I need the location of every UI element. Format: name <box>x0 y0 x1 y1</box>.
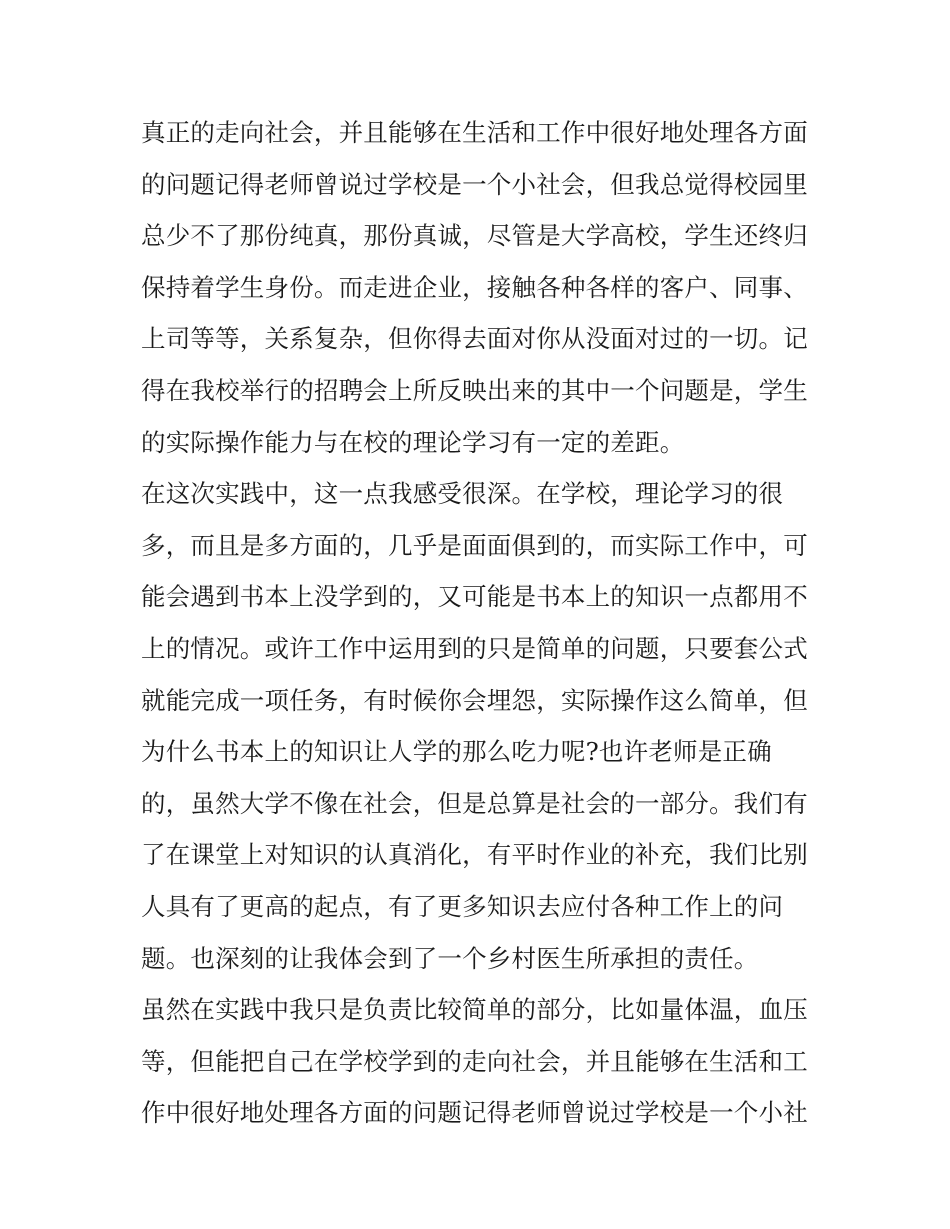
body-text <box>141 107 821 1139</box>
text-line: 等，但能把自己在学校学到的走向社会，并且能够在生活和工 <box>141 1046 808 1076</box>
text-line: 多，而且是多方面的，几乎是面面俱到的，而实际工作中，可 <box>141 530 808 560</box>
text-line: 作中很好地处理各方面的问题记得老师曾说过学校是一个小社 <box>141 1098 808 1128</box>
text-line: 的问题记得老师曾说过学校是一个小社会，但我总觉得校园里 <box>141 169 808 199</box>
text-line: 的实际操作能力与在校的理论学习有一定的差距。 <box>141 427 685 457</box>
text-line: 上司等等，关系复杂，但你得去面对你从没面对过的一切。记 <box>141 324 808 354</box>
text-line: 题。也深刻的让我体会到了一个乡村医生所承担的责任。 <box>141 943 759 973</box>
text-line: 上的情况。或许工作中运用到的只是简单的问题，只要套公式 <box>141 633 808 663</box>
text-line: 人具有了更高的起点，有了更多知识去应付各种工作上的问 <box>141 891 784 921</box>
text-line: 的，虽然大学不像在社会，但是总算是社会的一部分。我们有 <box>141 788 808 818</box>
text-line: 保持着学生身份。而走进企业，接触各种各样的客户、同事、 <box>141 272 808 302</box>
text-line: 就能完成一项任务，有时候你会埋怨，实际操作这么简单，但 <box>141 685 808 715</box>
text-line: 虽然在实践中我只是负责比较简单的部分，比如量体温，血压 <box>141 995 808 1025</box>
text-line: 在这次实践中，这一点我感受很深。在学校，理论学习的很 <box>141 479 784 509</box>
text-line: 为什么书本上的知识让人学的那么吃力呢?也许老师是正确 <box>141 737 772 767</box>
text-line: 得在我校举行的招聘会上所反映出来的其中一个问题是，学生 <box>141 375 808 405</box>
text-line: 能会遇到书本上没学到的，又可能是书本上的知识一点都用不 <box>141 582 808 612</box>
text-line: 了在课堂上对知识的认真消化，有平时作业的补充，我们比别 <box>141 840 808 870</box>
text-line: 真正的走向社会，并且能够在生活和工作中很好地处理各方面 <box>141 118 808 147</box>
text-line: 总少不了那份纯真，那份真诚，尽管是大学高校，学生还终归 <box>141 221 808 251</box>
